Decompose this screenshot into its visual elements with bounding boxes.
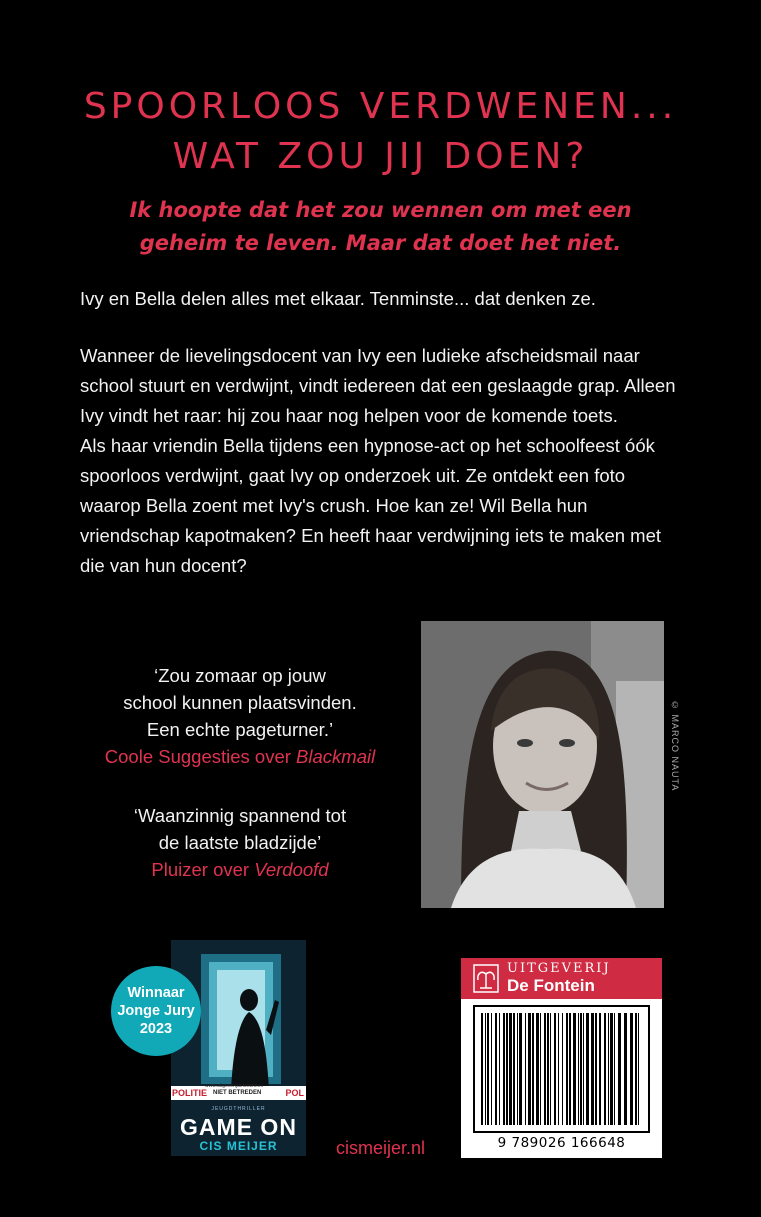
- barcode-bar: [491, 1013, 492, 1125]
- barcode-bar: [614, 1013, 615, 1125]
- police-tape: [171, 1083, 306, 1100]
- quote-source-title: Verdoofd: [254, 859, 329, 880]
- headline-line-1: SPOORLOOS VERDWENEN...: [83, 86, 678, 127]
- quote-source-title: Blackmail: [296, 746, 376, 767]
- badge-line: Winnaar: [127, 985, 185, 1001]
- barcode-bar: [586, 1013, 589, 1125]
- barcode-bar: [599, 1013, 601, 1125]
- barcode-bar: [528, 1013, 531, 1125]
- barcode-bar: [630, 1013, 633, 1125]
- barcode-bar: [536, 1013, 539, 1125]
- tape-right-text: POL: [285, 1088, 304, 1098]
- photo-credit: © MARCO NAUTA: [670, 700, 680, 792]
- barcode-bar: [608, 1013, 609, 1125]
- tagline: [0, 194, 761, 260]
- quote-source-name: Coole Suggesties over: [104, 746, 297, 767]
- cover-author: CIS MEIJER: [199, 1139, 278, 1153]
- barcode-bar: [591, 1013, 594, 1125]
- barcode-bar: [558, 1013, 559, 1125]
- barcode-bar: [487, 1013, 489, 1125]
- barcode-bar: [569, 1013, 571, 1125]
- fountain-icon: [473, 964, 499, 993]
- headline: [0, 82, 761, 182]
- tape-url: www.uitgeverijdefontein.nl: [205, 1083, 263, 1089]
- barcode-bar: [540, 1013, 541, 1125]
- review-quote-1: [70, 662, 410, 770]
- barcode-bar: [517, 1013, 518, 1125]
- barcode-bar: [509, 1013, 512, 1125]
- badge-line: Jonge Jury: [117, 1003, 195, 1019]
- author-photo: [421, 621, 664, 908]
- tape-note: NIET BETREDEN: [213, 1090, 262, 1096]
- quote-source: [70, 743, 410, 770]
- barcode-frame: [473, 1005, 650, 1133]
- blurb-paragraph-2: Als haar vriendin Bella tijdens een hypnose-act op het schoolfeest óók spoorloos verdwijnt, gaat Ivy op onderzoek uit. Ze ontdekt een foto waarop Bella zoent met Ivy's crush. Hoe kan ze! Wil Bella hun vriendschap kapotmaken? En heeft haar verdwijning iets te maken met die van hun docent?: [80, 435, 662, 576]
- publisher-line-1: UITGEVERIJ: [507, 961, 611, 976]
- barcode-bar: [583, 1013, 584, 1125]
- author-portrait-icon: [421, 621, 664, 908]
- barcode-bar: [624, 1013, 627, 1125]
- author-website: cismeijer.nl: [336, 1138, 426, 1158]
- barcode-bar: [481, 1013, 483, 1125]
- quote-source: [70, 856, 410, 883]
- headline-line-2: WAT ZOU JIJ DOEN?: [172, 136, 589, 177]
- barcode-bar: [503, 1013, 505, 1125]
- publisher-line-2: De Fontein: [507, 976, 595, 995]
- quote-source-name: Pluizer over: [151, 859, 255, 880]
- cover-title: GAME ON: [180, 1114, 297, 1140]
- barcode-bar: [506, 1013, 508, 1125]
- barcode-bar: [485, 1013, 486, 1125]
- publisher-logo: [461, 958, 662, 999]
- badge-line: 2023: [139, 1021, 173, 1037]
- quote-line: ‘Waanzinnig spannend tot: [133, 805, 347, 826]
- barcode-bar: [519, 1013, 522, 1125]
- barcode-bar: [550, 1013, 551, 1125]
- review-quote-2: [70, 802, 410, 883]
- barcode-bar: [566, 1013, 568, 1125]
- tagline-line-2: geheim te leven. Maar dat doet het niet.: [139, 231, 622, 255]
- intro-paragraph: Ivy en Bella delen alles met elkaar. Tenminste... dat denken ze.: [80, 288, 596, 309]
- award-badge: [111, 966, 201, 1056]
- quote-line: de laatste bladzijde’: [158, 832, 322, 853]
- barcode-bar: [544, 1013, 546, 1125]
- barcode-bar: [513, 1013, 515, 1125]
- quote-line: ‘Zou zomaar op jouw: [154, 665, 326, 686]
- barcode-bar: [525, 1013, 526, 1125]
- barcode-bar: [618, 1013, 621, 1125]
- barcode-bar: [495, 1013, 497, 1125]
- barcode-bar: [610, 1013, 613, 1125]
- book-cover-game-on: [171, 940, 306, 1156]
- barcode-icon: [475, 1007, 648, 1131]
- barcode-bar: [573, 1013, 576, 1125]
- barcode-bar: [580, 1013, 582, 1125]
- barcode-bar: [532, 1013, 534, 1125]
- quote-line: school kunnen plaatsvinden.: [123, 692, 357, 713]
- barcode-bar: [635, 1013, 637, 1125]
- barcode-bar: [554, 1013, 556, 1125]
- blurb: [80, 341, 680, 581]
- barcode-bar: [499, 1013, 500, 1125]
- barcode-bar: [562, 1013, 563, 1125]
- barcode-panel: [461, 958, 662, 1158]
- blurb-paragraph-1: Wanneer de lievelingsdocent van Ivy een ludieke afscheidsmail naar school stuurt en verdwijnt, vindt iedereen dat een geslaagde grap. Alleen Ivy vindt het raar: hij zou haar nog helpen voor de komende toets.: [80, 345, 676, 426]
- barcode-bar: [595, 1013, 597, 1125]
- isbn-number: 9 789026 166648: [497, 1135, 626, 1151]
- quote-line: Een echte pageturner.’: [146, 719, 334, 740]
- intro-text: [80, 284, 680, 314]
- cover-genre: JEUGDTHRILLER: [211, 1106, 266, 1112]
- barcode-bar: [604, 1013, 606, 1125]
- barcode-bar: [578, 1013, 579, 1125]
- tagline-line-1: Ik hoopte dat het zou wennen om met een: [129, 198, 632, 222]
- tape-left-text: POLITIE: [172, 1088, 208, 1098]
- barcode-bar: [547, 1013, 549, 1125]
- barcode-bar: [638, 1013, 639, 1125]
